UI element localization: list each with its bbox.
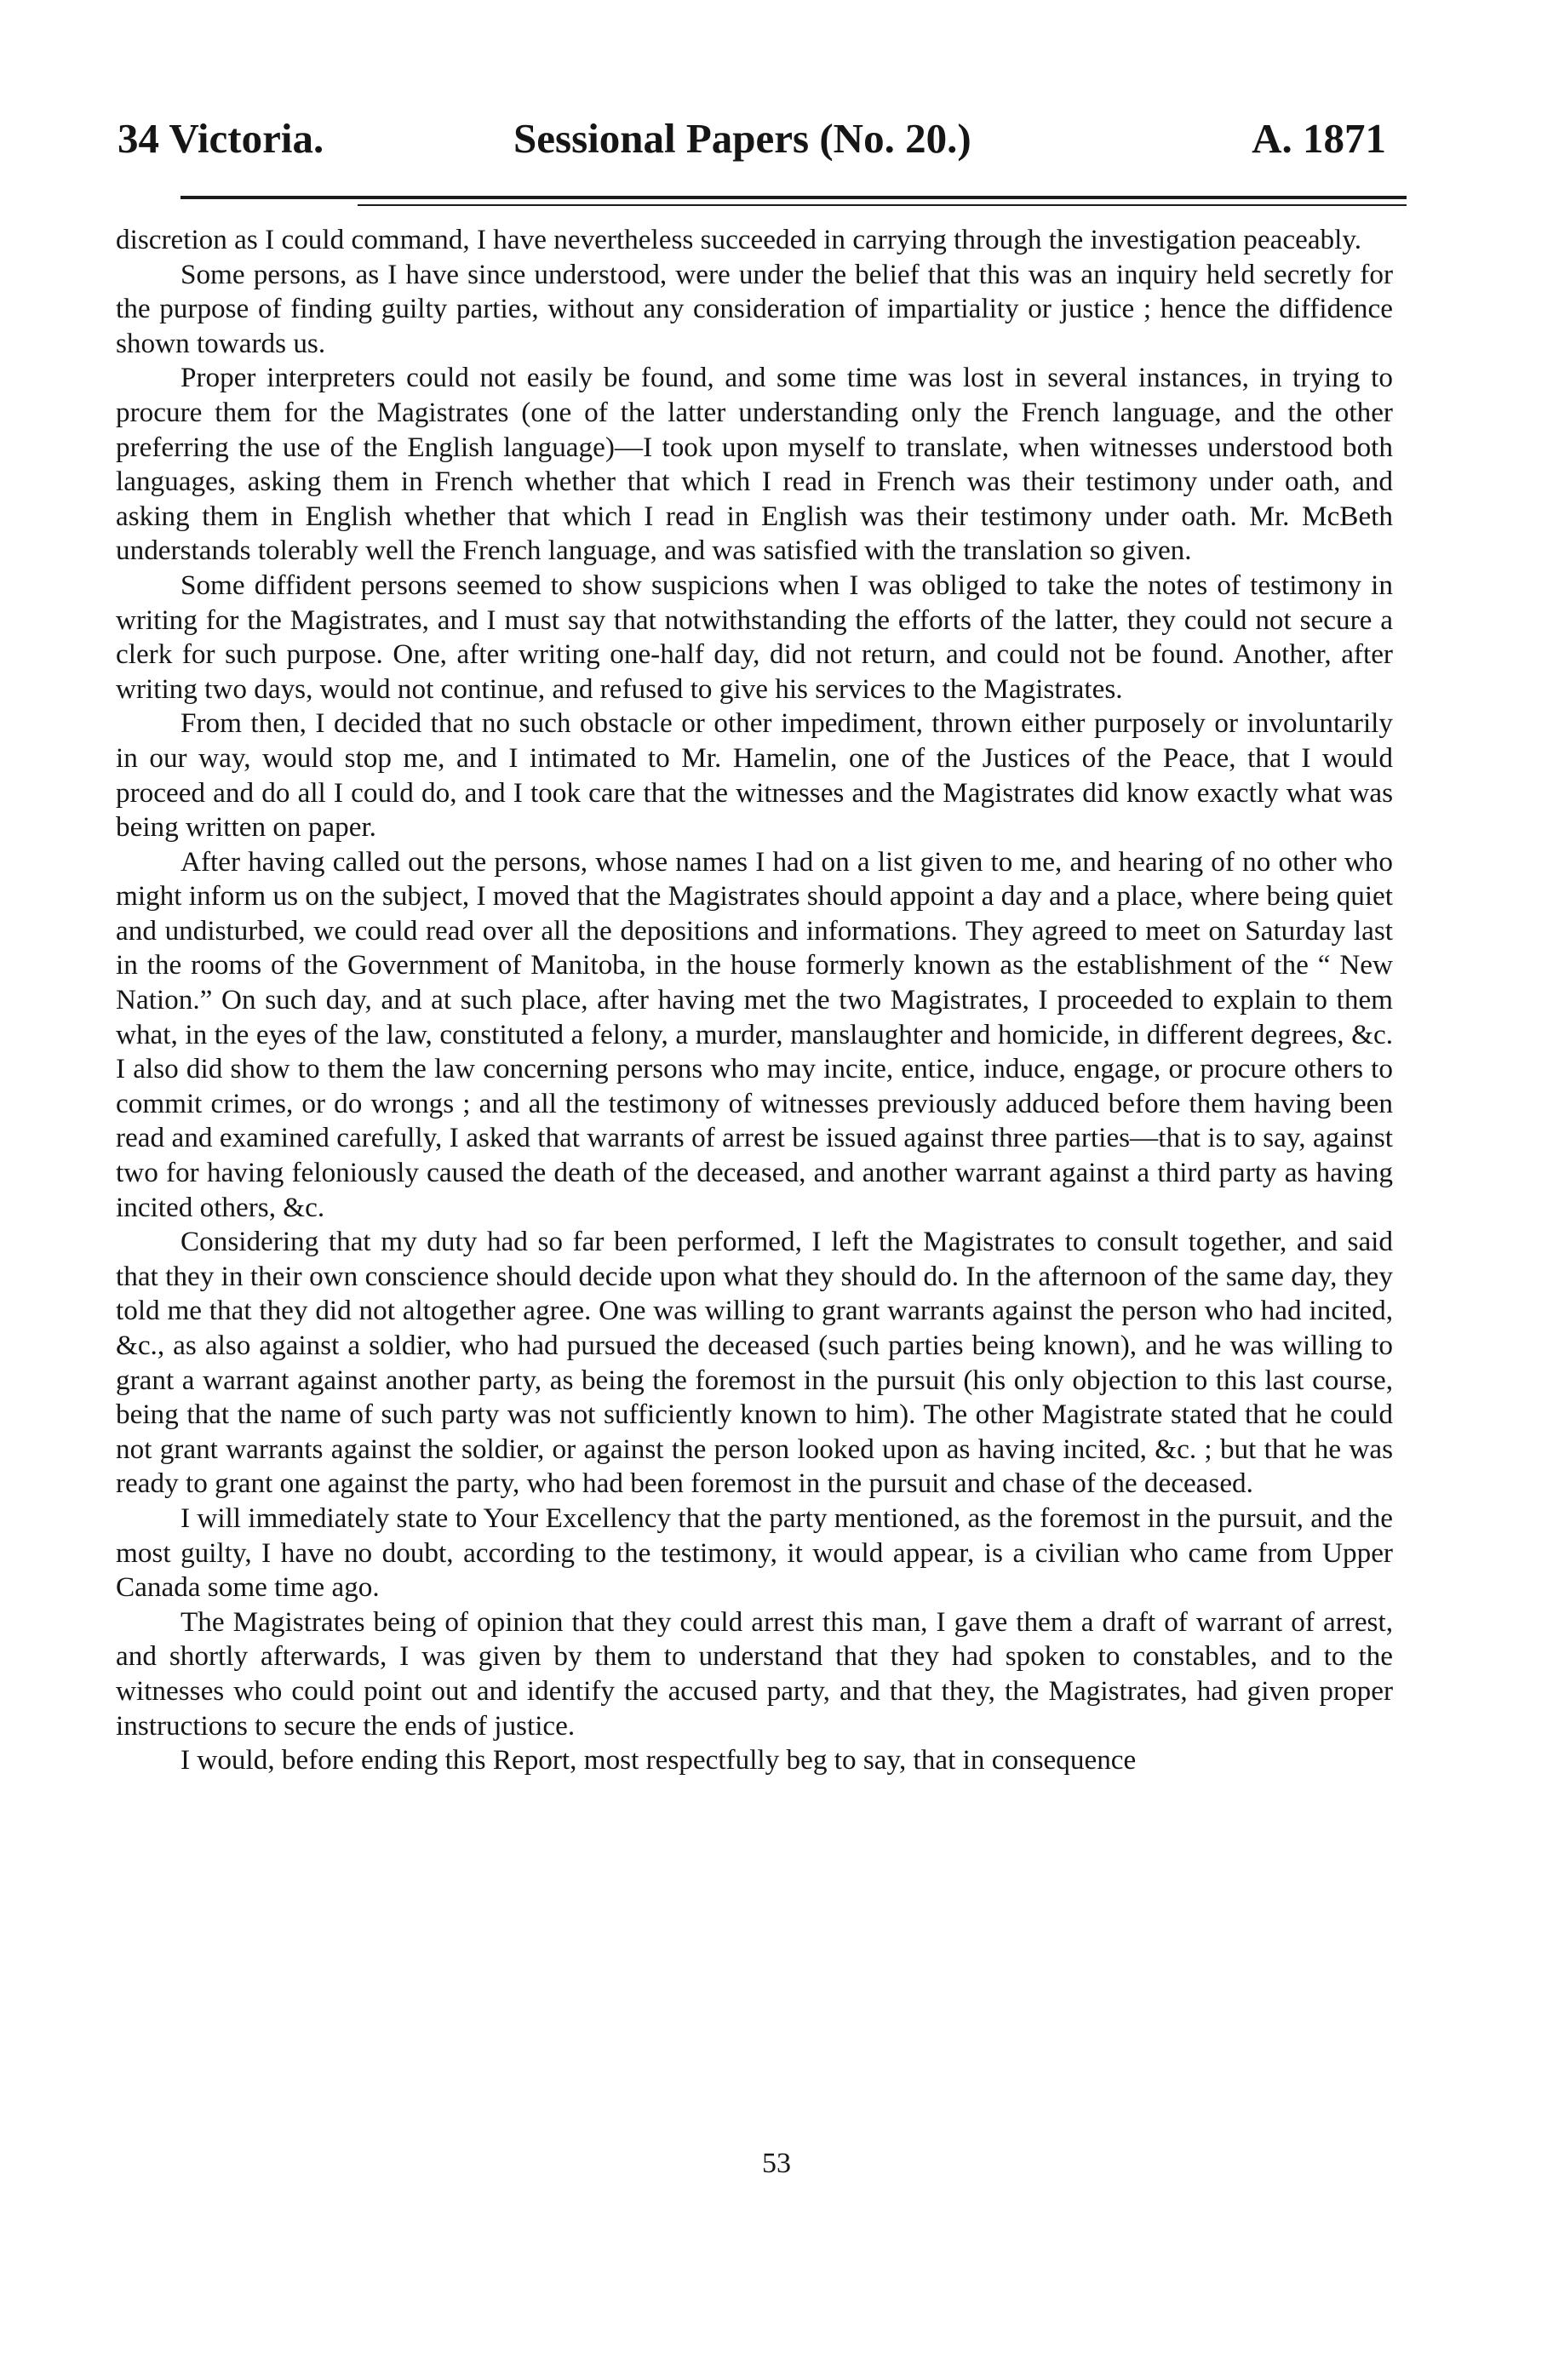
paragraph: I will immediately state to Your Excellency that the party mentioned, as the foremost in the pursuit, and the most guilty, I have no doubt, according to the testimony, it would appear, is a civilian who came from Upper Canada some time ago. (116, 1502, 1393, 1604)
body-text (116, 223, 1393, 1778)
paragraph: From then, I decided that no such obstacle or other impediment, thrown either purposely or involuntarily in our way, would stop me, and I intimated to Mr. Hamelin, one of the Justices of the Peace, that I would proceed and do all I could do, and I took care that the witnesses and the Magistrates did know exactly what was being written on paper. (116, 707, 1393, 844)
paragraph: Proper interpreters could not easily be found, and some time was lost in several instances, in trying to procure them for the Magistrates (one of the latter understanding only the French language, and the other preferring the use of the English language)—I took upon myself to translate, when witnesses understood both languages, asking them in French whether that which I read in French was their testimony under oath, and asking them in English whether that which I read in English was their testimony under oath. Mr. McBeth understands tolerably well the French language, and was satisfied with the translation so given. (116, 362, 1393, 567)
paragraph: Some diffident persons seemed to show suspicions when I was obliged to take the notes of testimony in writing for the Magistrates, and I must say that notwithstanding the efforts of the latter, they could not secure a clerk for such purpose. One, after writing one-half day, did not return, and could not be found. Another, after writing two days, would not continue, and refused to give his services to the Magistrates. (116, 569, 1393, 705)
page-number: 53 (762, 2148, 791, 2179)
paragraph: I would, before ending this Report, most respectfully beg to say, that in consequence (181, 1744, 1137, 1776)
header-rule-thick (181, 196, 1407, 199)
running-header (117, 109, 1386, 169)
paragraph: After having called out the persons, whose names I had on a list given to me, and hearing of no other who might inform us on the subject, I moved that the Magistrates should appoint a day and a place, where being quiet and undisturbed, we could read over all the depositions and informations. They agreed to meet on Saturday last in the rooms of the Government of Manitoba, in the house formerly known as the establishment of the “ New Nation.” On such day, and at such place, after having met the two Magistrates, I proceeded to explain to them what, in the eyes of the law, constituted a felony, a murder, manslaughter and homicide, in different degrees, &c. I also did show to them the law concerning persons who may incite, entice, induce, engage, or procure others to commit crimes, or do wrongs ; and all the testimony of witnesses previously adduced before them having been read and examined carefully, I asked that warrants of arrest be issued against three parties—that is to say, against two for having feloniously caused the death of the deceased, and another warrant against a third party as having incited others, &c. (116, 845, 1393, 1223)
header-title: Sessional Papers (No. 20.) (513, 115, 971, 162)
paragraph: discretion as I could command, I have nevertheless succeeded in carrying through the investigation peaceably. (116, 224, 1362, 255)
paragraph: Considering that my duty had so far been performed, I left the Magistrates to consult together, and said that they in their own conscience should decide upon what they should do. In the afternoon of the same day, they told me that they did not altogether agree. One was willing to grant warrants against the person who had incited, &c., as also against a soldier, who had pursued the deceased (such parties being known), and he was willing to grant a warrant against another party, as being the foremost in the pursuit (his only objection to this last course, being that the name of such party was not sufficiently known to him). The other Magistrate stated that he could not grant warrants against the soldier, or against the person looked upon as having incited, &c. ; but that he was ready to grant one against the party, who had been foremost in the pursuit and chase of the deceased. (116, 1226, 1393, 1500)
paragraph: Some persons, as I have since understood, were under the belief that this was an inquiry held secretly for the purpose of finding guilty parties, without any consideration of impartiality or justice ; hence the diffidence shown towards us. (116, 258, 1393, 359)
header-year: A. 1871 (1252, 115, 1386, 162)
header-volume: 34 Victoria. (117, 115, 324, 162)
paragraph: The Magistrates being of opinion that they could arrest this man, I gave them a draft of warrant of arrest, and shortly afterwards, I was given by them to understand that they had spoken to constables, and to the witnesses who could point out and identify the accused party, and that they, the Magistrates, had given proper instructions to secure the ends of justice. (116, 1605, 1393, 1742)
header-rule-thin (358, 204, 1407, 206)
